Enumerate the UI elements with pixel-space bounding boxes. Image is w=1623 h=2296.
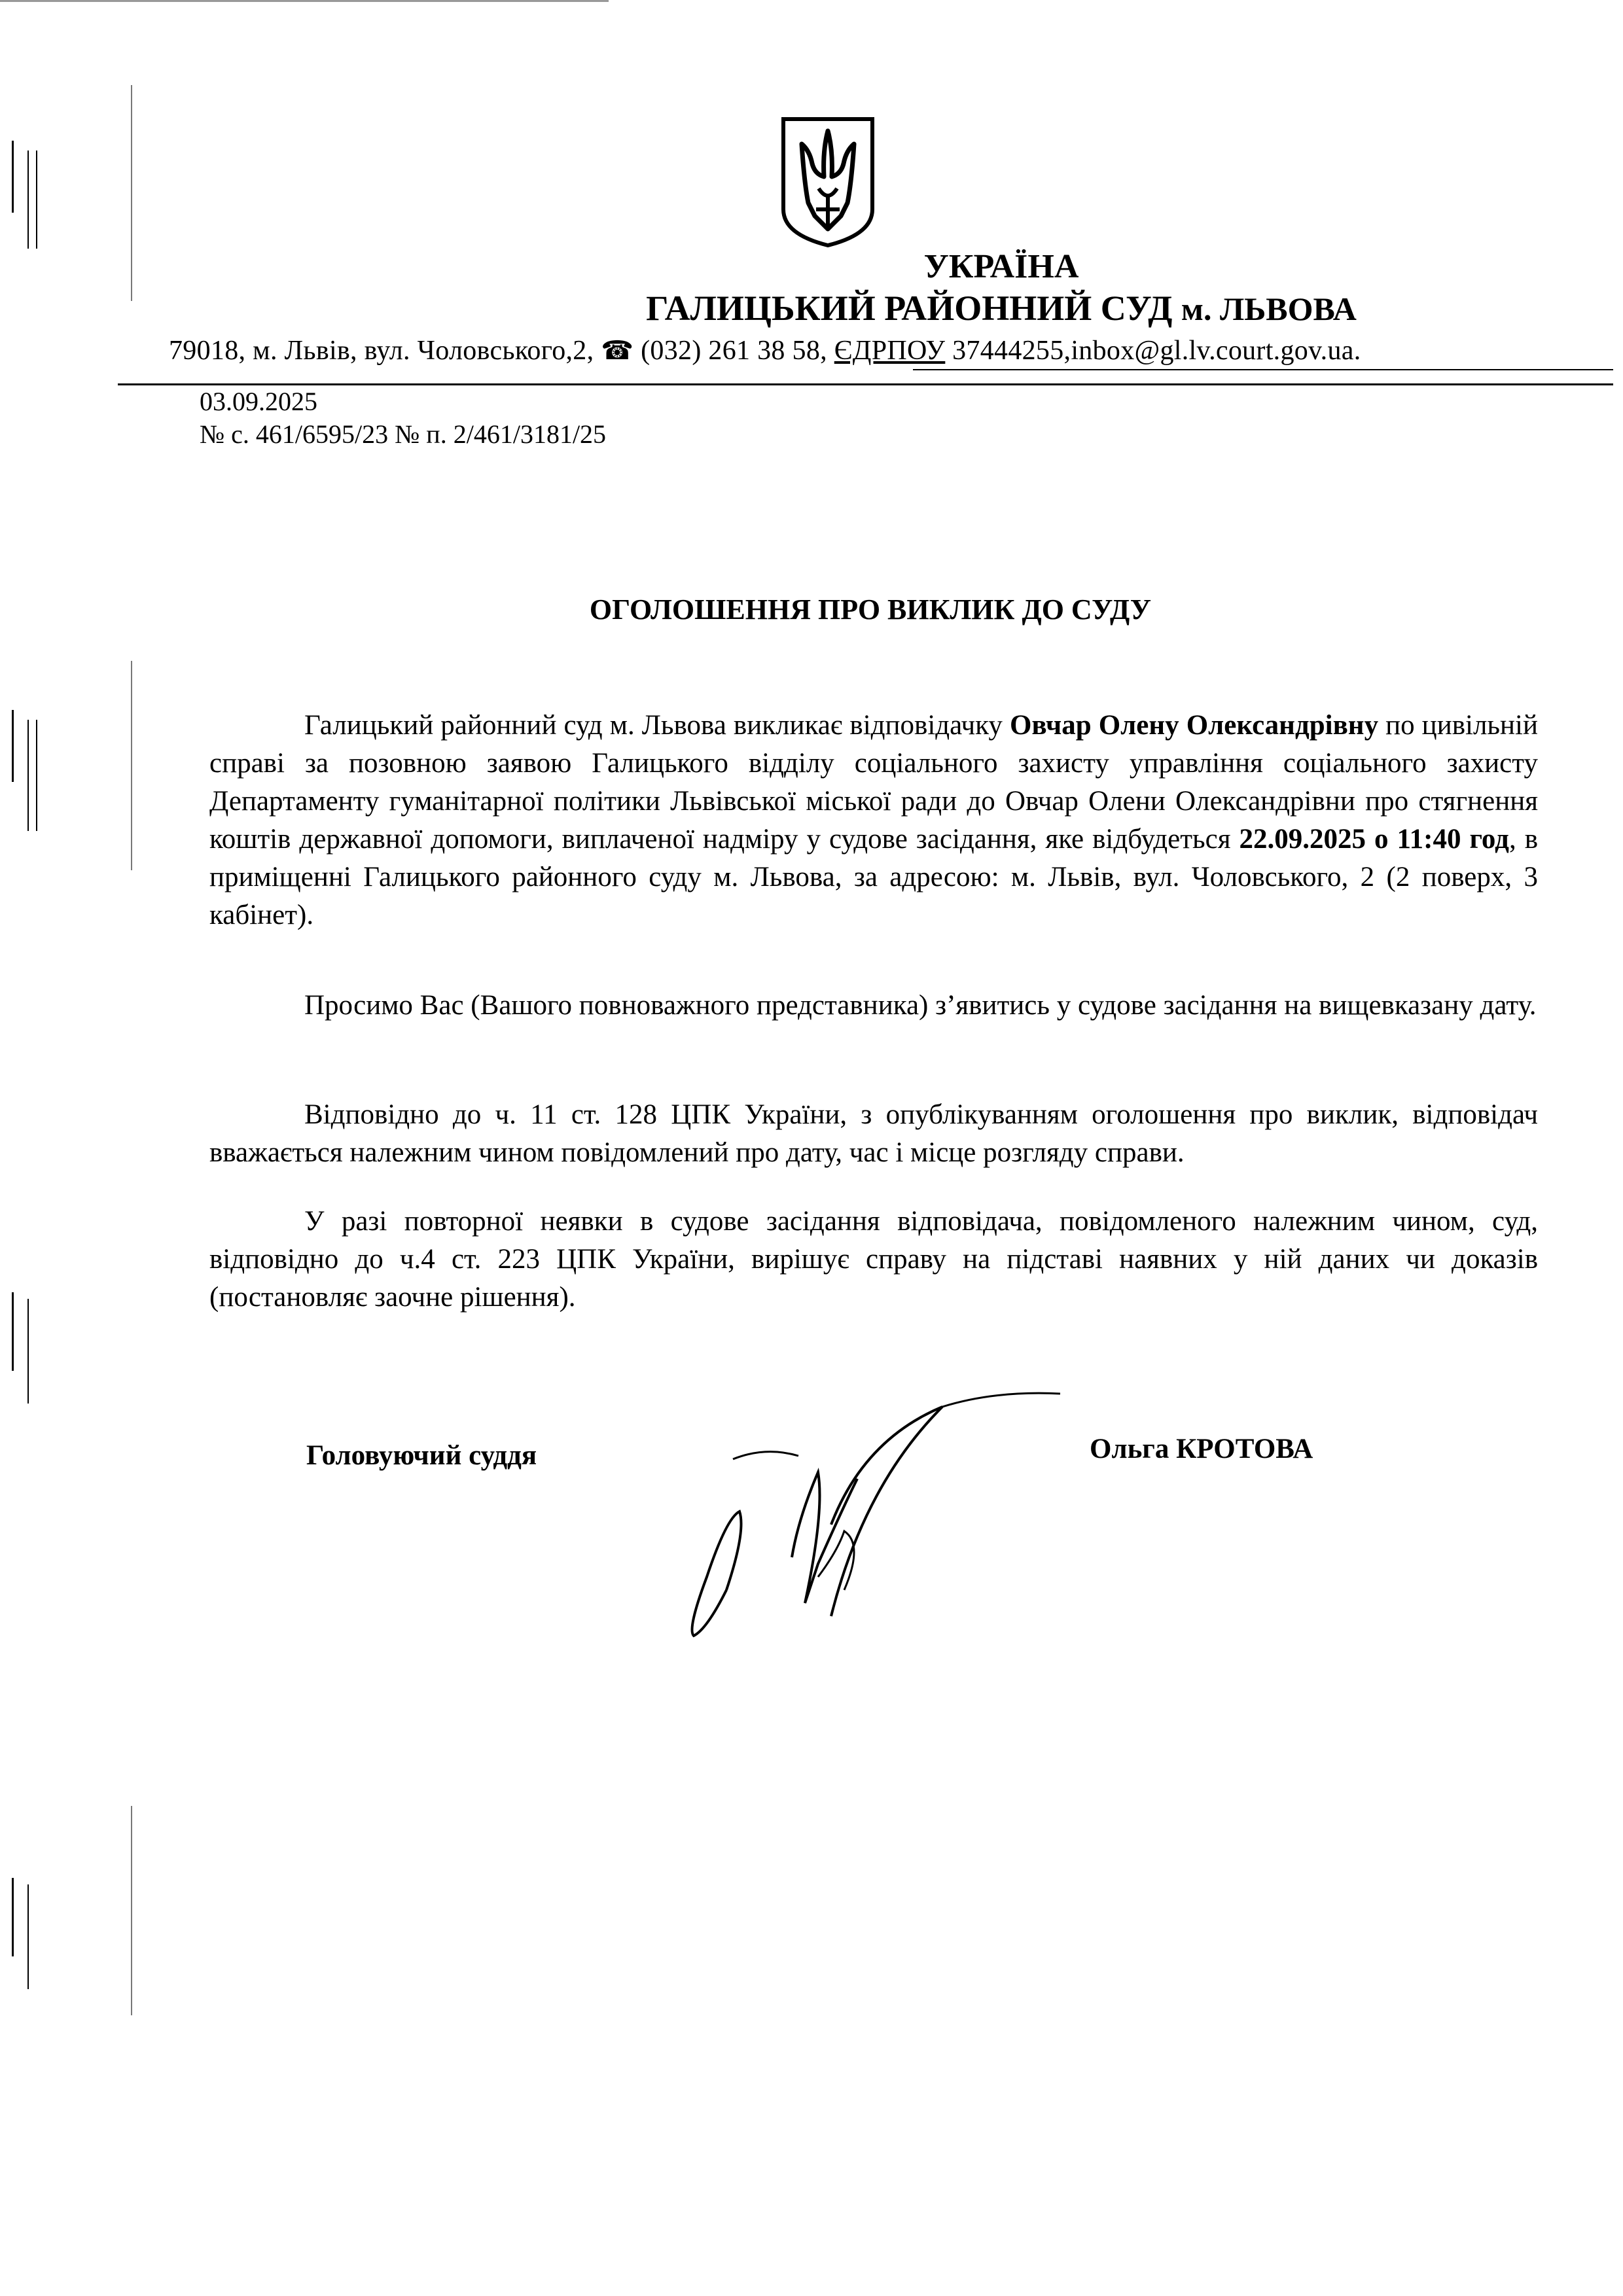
scan-artifact bbox=[131, 661, 132, 870]
scan-artifact bbox=[36, 720, 37, 831]
address-text: 79018, м. Львів, вул. Чоловського,2, bbox=[169, 336, 601, 366]
edrpou-and-email: 37444255,inbox@gl.lv.court.gov.ua. bbox=[952, 336, 1361, 366]
phone-number: (032) 261 38 58, bbox=[641, 336, 827, 366]
judge-name: Ольга КРОТОВА bbox=[1090, 1434, 1313, 1464]
scan-artifact bbox=[27, 720, 29, 831]
scan-artifact bbox=[12, 1878, 14, 1956]
trident-emblem-icon bbox=[776, 111, 880, 252]
scan-artifact bbox=[131, 85, 132, 301]
defendant-name: Овчар Олену Олександрівну bbox=[1009, 710, 1379, 741]
scan-artifact bbox=[27, 1299, 29, 1404]
document-title: ОГОЛОШЕННЯ ПРО ВИКЛИК ДО СУДУ bbox=[589, 593, 1152, 626]
scan-artifact bbox=[36, 150, 37, 249]
scan-artifact bbox=[0, 0, 609, 2]
p1-text-c: , в приміщенні Галицького районного суду м. Львова, за адресою: м. Львів, вул. Чоловського, 2 (2 поверх, 3 кабінет). bbox=[209, 824, 1538, 930]
scan-artifact bbox=[12, 141, 14, 213]
scan-artifact bbox=[12, 1292, 14, 1371]
paragraph-default-judgment bbox=[209, 1203, 1538, 1316]
header-divider bbox=[118, 383, 1613, 385]
scan-artifact bbox=[131, 1806, 132, 2015]
p2-text: Просимо Вас (Вашого повноважного представника) з’явитись у судове засідання на вищевказану дату. bbox=[304, 990, 1537, 1021]
p1-text-b: по цивільній справі за позовною заявою Галицького відділу соціального захисту управління соціального захисту Департаменту гуманітарної політики Львівської міської ради до Овчар Олени Олександрівни про стягнення коштів державної допомоги, виплаченої надміру у судове засідання, яке відбудеться bbox=[209, 710, 1538, 855]
court-address bbox=[169, 335, 1361, 366]
scan-artifact bbox=[27, 150, 29, 249]
paragraph-summons bbox=[209, 707, 1538, 934]
court-name-text: ГАЛИЦЬКИЙ РАЙОННИЙ СУД bbox=[646, 289, 1173, 328]
handwritten-signature bbox=[668, 1381, 1073, 1646]
p3-text: Відповідно до ч. 11 ст. 128 ЦПК України, з опублікуванням оголошення про виклик, відповідач вважається належним чином повідомлений про дату, час і місце розгляду справи. bbox=[209, 1099, 1538, 1168]
paragraph-request bbox=[209, 987, 1538, 1025]
scan-artifact bbox=[27, 1884, 29, 1989]
court-name bbox=[190, 288, 1623, 328]
country-title: УКРАЇНА bbox=[923, 248, 1079, 285]
document-date: 03.09.2025 bbox=[200, 387, 317, 416]
edrpou-label: ЄДРПОУ bbox=[834, 336, 946, 366]
hearing-datetime: 22.09.2025 о 11:40 год bbox=[1239, 824, 1509, 855]
judge-position: Головуючий суддя bbox=[306, 1440, 537, 1471]
court-city: м. ЛЬВОВА bbox=[1181, 291, 1357, 327]
scan-artifact bbox=[12, 710, 14, 782]
p1-text-a: Галицький районний суд м. Львова викликає відповідачку bbox=[304, 710, 1010, 741]
case-numbers: № с. 461/6595/23 № п. 2/461/3181/25 bbox=[200, 419, 607, 449]
phone-icon: ☎ bbox=[601, 336, 634, 365]
paragraph-legal-notice bbox=[209, 1096, 1538, 1172]
header-divider bbox=[913, 369, 1613, 370]
p4-text: У разі повторної неявки в судове засідання відповідача, повідомленого належним чином, суд, відповідно до ч.4 ст. 223 ЦПК України, вирішує справу на підставі наявних у ній даних чи доказів (постановляє заочне рішення). bbox=[209, 1206, 1538, 1313]
